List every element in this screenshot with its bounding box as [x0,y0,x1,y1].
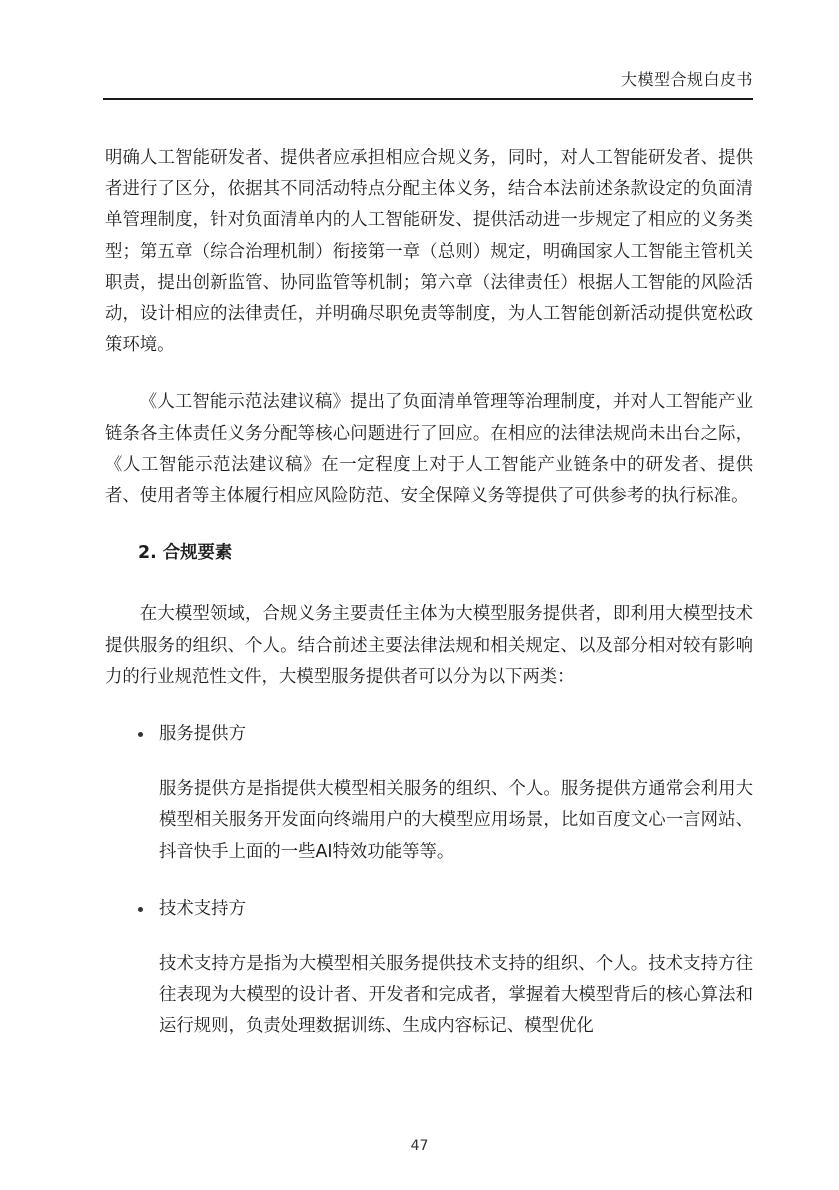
paragraph-obligations: 明确人工智能研发者、提供者应承担相应合规义务，同时，对人工智能研发者、提供者进行了区分，依据其不同活动特点分配主体义务，结合本法前述条款设定的负面清单管理制度，针对负面清单内的人工智能研发、提供活动进一步规定了相应的义务类型；第五章（综合治理机制）衔接第一章（总则）规定，明确国家人工智能主管机关职责，提出创新监管、协同监管等机制；第六章（法律责任）根据人工智能的风险活动，设计相应的法律责任，并明确尽职免责等制度，为人工智能创新活动提供宽松政策环境。 [105,148,753,356]
header-divider [103,98,753,100]
bullet-title: 服务提供方 [159,724,246,745]
bullet-dot-icon [138,732,143,737]
paragraph-compliance-subjects: 在大模型领域，合规义务主要责任主体为大模型服务提供者，即利用大模型技术提供服务的组织、个人。结合前述主要法律法规和相关规定、以及部分相对较有影响力的行业规范性文件，大模型服务提供者可以分为以下两类： [105,604,753,687]
bullet-item-tech-support [138,894,753,925]
running-header-title: 大模型合规白皮书 [620,70,753,89]
bullet-body-tech-support: 技术支持方是指为大模型相关服务提供技术支持的组织、个人。技术支持方往往表现为大模型的设计者、开发者和完成者，掌握着大模型背后的核心算法和运行规则，负责处理数据训练、生成内容标记、模型优化 [159,954,753,1037]
page-body [105,143,753,1069]
paragraph-model-law-draft: 《人工智能示范法建议稿》提出了负面清单管理等治理制度，并对人工智能产业链条各主体责任义务分配等核心问题进行了回应。在相应的法律法规尚未出台之际，《人工智能示范法建议稿》在一定程度上对于人工智能产业链条中的研发者、提供者、使用者等主体履行相应风险防范、安全保障义务等提供了可供参考的执行标准。 [105,392,753,507]
bullet-item-service-provider [138,719,753,750]
section-heading: 2. 合规要素 [138,543,233,564]
page-number: 47 [410,1138,429,1154]
bullet-title: 技术支持方 [159,898,246,919]
bullet-dot-icon [138,907,143,912]
bullet-body-service-provider: 服务提供方是指提供大模型相关服务的组织、个人。服务提供方通常会利用大模型相关服务开发面向终端用户的大模型应用场景，比如百度文心一言网站、抖音快手上面的一些AI特效功能等等。 [159,779,753,862]
